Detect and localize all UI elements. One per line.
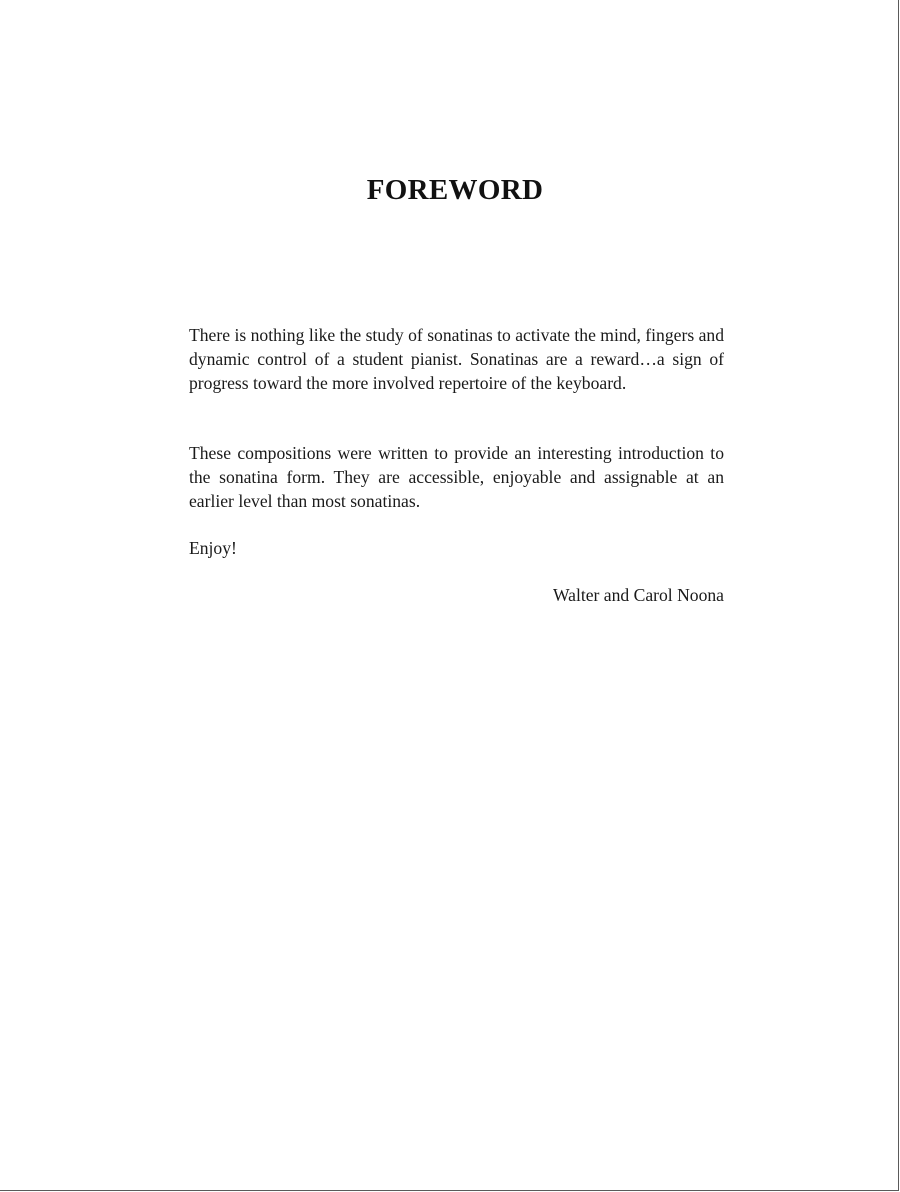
foreword-closing: Enjoy! bbox=[189, 538, 237, 558]
foreword-paragraph-1: There is nothing like the study of sonatinas to activate the mind, fingers and dynamic control of a student pianist. Sonatinas are a reward…a sign of progress toward the more involved repertoire of the keyboard. bbox=[189, 325, 724, 393]
page-title: FOREWORD bbox=[366, 174, 544, 206]
author-signature: Walter and Carol Noona bbox=[552, 585, 724, 605]
foreword-paragraph-2: These compositions were written to provide an interesting introduction to the sonatina form. They are accessible, enjoyable and assignable at an earlier level than most sonatinas. bbox=[189, 443, 724, 511]
